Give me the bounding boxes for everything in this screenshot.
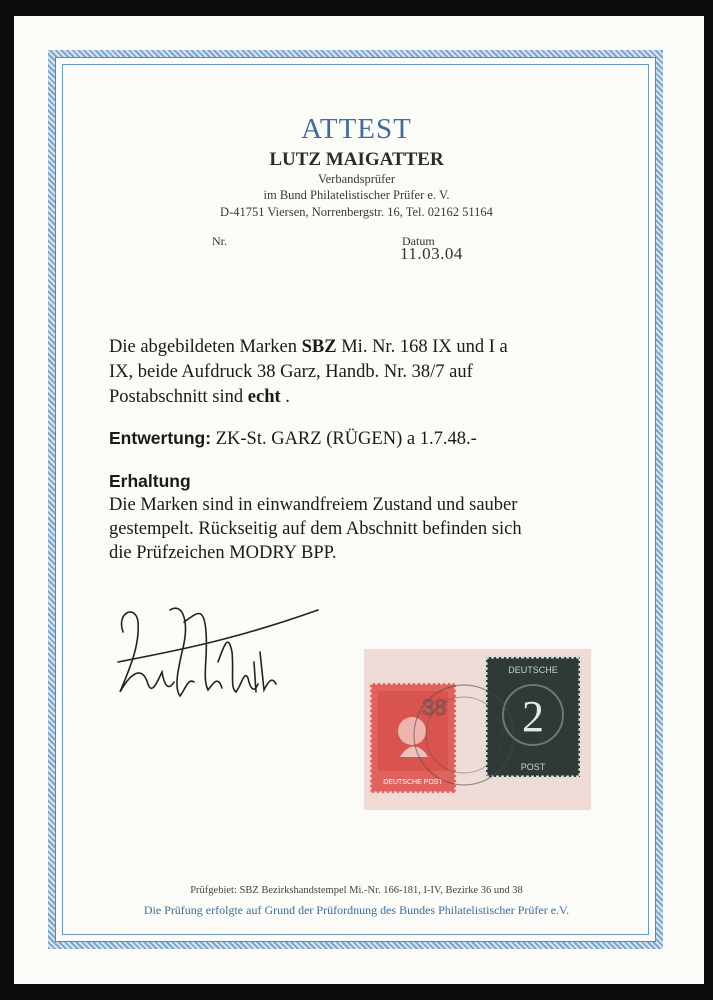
nr-label: Nr. xyxy=(212,234,227,248)
red-stamp-text: DEUTSCHE POST xyxy=(383,779,443,786)
certificate-title: ATTEST xyxy=(301,113,412,145)
datum-value: 11.03.04 xyxy=(400,244,463,263)
green-stamp-top: DEUTSCHE xyxy=(508,665,558,675)
green-stamp-value: 2 xyxy=(522,692,544,741)
footer-rules: Die Prüfung erfolgte auf Grund der Prüfordnung des Bundes Philatelistischer Prüfer e.V. xyxy=(143,903,570,917)
body-text-bold: echt xyxy=(247,387,281,407)
green-stamp-bottom: POST xyxy=(520,762,546,772)
body-line-3 xyxy=(109,385,290,410)
body-text-segment: Postabschnitt sind xyxy=(109,387,248,407)
examiner-address: D-41751 Viersen, Norrenbergstr. 16, Tel. 02162 51164 xyxy=(220,205,493,219)
signature xyxy=(108,592,328,712)
examiner-role: Verbandsprüfer xyxy=(317,172,396,186)
entwertung-value: ZK-St. GARZ (RÜGEN) a 1.7.48.- xyxy=(211,429,477,449)
stamp-photo xyxy=(364,649,591,810)
body-line-1 xyxy=(109,335,508,360)
examiner-name: LUTZ MAIGATTER xyxy=(269,149,444,170)
erhaltung-line-3: die Prüfzeichen MODRY BPP. xyxy=(109,543,337,563)
body-text-segment: Mi. Nr. 168 IX und I a xyxy=(336,337,508,357)
footer-scope: Prüfgebiet: SBZ Bezirkshandstempel Mi.-Nr. 166-181, I-IV, Bezirke 36 und 38 xyxy=(190,885,523,896)
datum-label: Datum xyxy=(402,234,435,248)
erhaltung-label: Erhaltung xyxy=(109,471,191,491)
examiner-association: im Bund Philatelistischer Prüfer e. V. xyxy=(263,188,450,202)
body-line-2: IX, beide Aufdruck 38 Garz, Handb. Nr. 38/7 auf xyxy=(109,362,473,382)
entwertung-line xyxy=(109,426,477,452)
overprint-38: 38 xyxy=(422,695,447,720)
body-text-segment: . xyxy=(280,387,290,407)
erhaltung-line-1: Die Marken sind in einwandfreiem Zustand und sauber xyxy=(109,495,518,515)
body-text-bold: SBZ xyxy=(301,337,337,357)
stamps-image xyxy=(364,649,591,810)
body-text-segment: Die abgebildeten Marken xyxy=(109,337,302,357)
entwertung-label: Entwertung: xyxy=(109,428,212,448)
erhaltung-line-2: gestempelt. Rückseitig auf dem Abschnitt befinden sich xyxy=(109,519,522,539)
